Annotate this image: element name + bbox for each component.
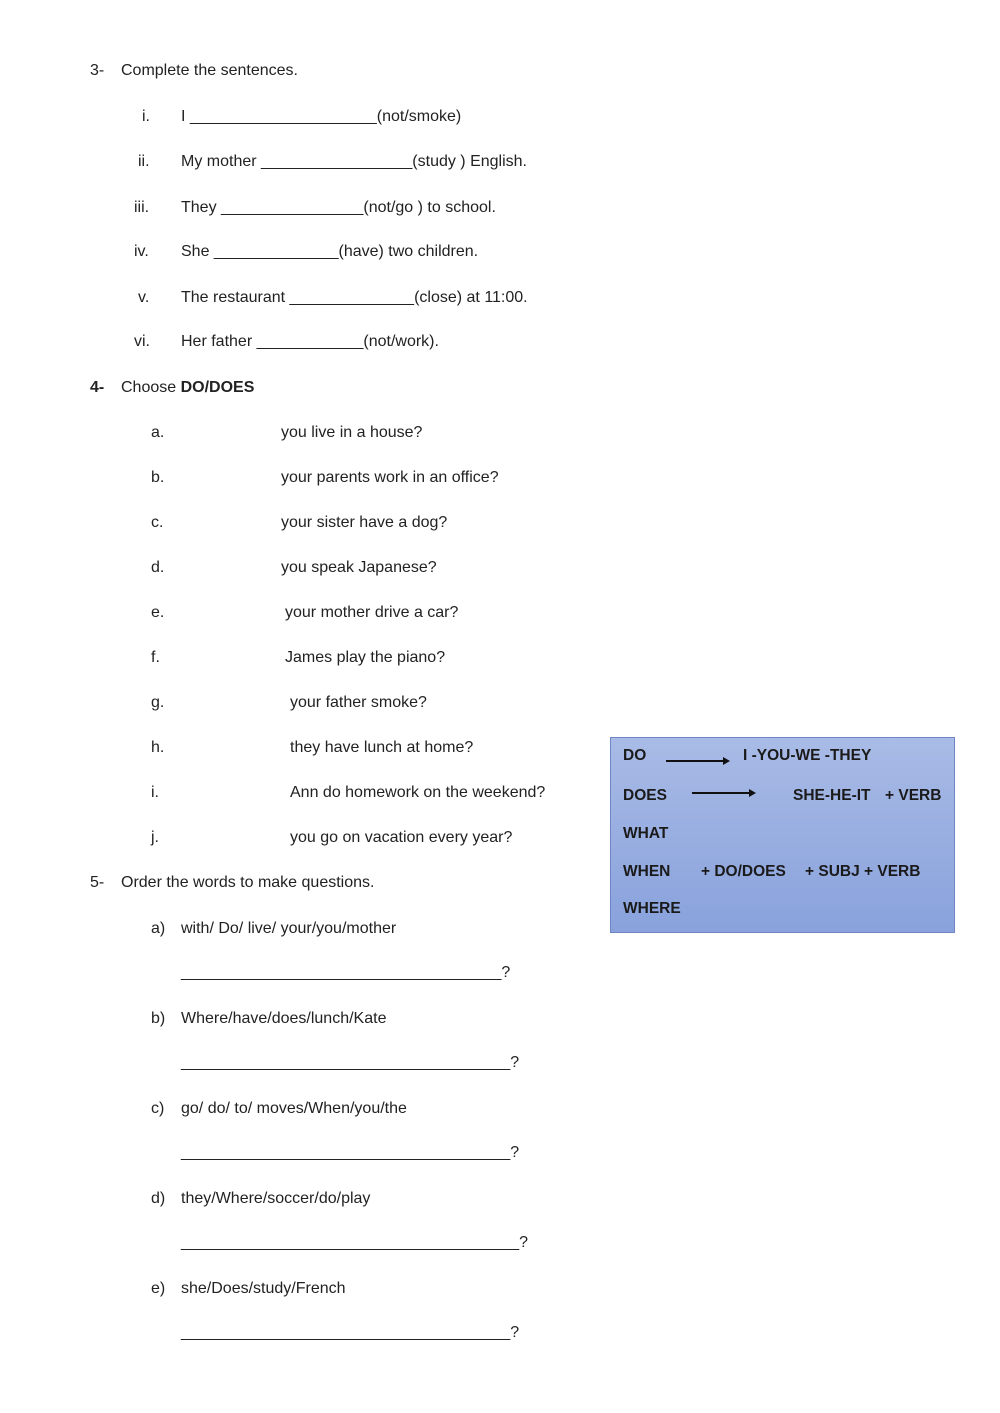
s4-item-text: James play the piano? xyxy=(285,649,446,666)
grammar-where: WHERE xyxy=(623,900,681,917)
s4-item-letter: d. xyxy=(151,559,165,576)
s4-item-text: you speak Japanese? xyxy=(281,559,437,576)
arrow-right-icon xyxy=(692,792,754,794)
grammar-box xyxy=(610,737,955,933)
grammar-when: WHEN xyxy=(623,863,671,880)
s3-item-num: iv. xyxy=(134,243,149,260)
grammar-does-subjects: SHE-HE-IT xyxy=(793,787,871,804)
grammar-subj: + SUBJ xyxy=(805,863,860,880)
s4-item-letter: e. xyxy=(151,604,165,621)
s4-item-letter: c. xyxy=(151,514,164,531)
s5-item-letter: b) xyxy=(151,1010,166,1027)
s5-item-words: Where/have/does/lunch/Kate xyxy=(181,1010,387,1027)
s5-item-letter: e) xyxy=(151,1280,166,1297)
section-4-title-bold: DO/DOES xyxy=(180,379,255,396)
s4-item-letter: b. xyxy=(151,469,165,486)
s3-item-num: i. xyxy=(142,108,150,125)
section-3-number: 3- xyxy=(90,62,105,79)
grammar-do: DO xyxy=(623,747,647,764)
s5-item-words: go/ do/ to/ moves/When/you/the xyxy=(181,1100,407,1117)
s5-answer-line[interactable]: ____________________________________? xyxy=(181,964,511,981)
s4-item-letter: f. xyxy=(151,649,160,666)
s4-item-letter: g. xyxy=(151,694,165,711)
s5-item-letter: c) xyxy=(151,1100,165,1117)
section-4-title-prefix: Choose xyxy=(121,379,181,396)
s5-item-words: with/ Do/ live/ your/you/mother xyxy=(181,920,397,937)
s3-item-text: She ______________(have) two children. xyxy=(181,243,479,260)
s5-item-words: she/Does/study/French xyxy=(181,1280,346,1297)
arrow-right-icon xyxy=(666,760,728,762)
s5-answer-line[interactable]: _____________________________________? xyxy=(181,1144,520,1161)
section-4-title xyxy=(121,379,254,397)
s3-item-text: Her father ____________(not/work). xyxy=(181,333,439,350)
section-5-number: 5- xyxy=(90,874,105,891)
s3-item-text: The restaurant ______________(close) at 11:00. xyxy=(181,289,528,306)
grammar-verb: + VERB xyxy=(864,863,921,880)
s5-answer-line[interactable]: ______________________________________? xyxy=(181,1234,529,1251)
s4-item-text: Ann do homework on the weekend? xyxy=(290,784,546,801)
section-4-number: 4- xyxy=(90,379,105,396)
grammar-plus-verb: + VERB xyxy=(885,787,942,804)
s3-item-text: I _____________________(not/smoke) xyxy=(181,108,462,125)
s4-item-text: your parents work in an office? xyxy=(281,469,499,486)
s4-item-letter: a. xyxy=(151,424,165,441)
s4-item-text: they have lunch at home? xyxy=(290,739,474,756)
s3-item-num: ii. xyxy=(138,153,150,170)
s5-item-words: they/Where/soccer/do/play xyxy=(181,1190,371,1207)
section-5-title: Order the words to make questions. xyxy=(121,874,375,891)
s5-item-letter: d) xyxy=(151,1190,166,1207)
s5-item-letter: a) xyxy=(151,920,166,937)
grammar-do-does: + DO/DOES xyxy=(701,863,786,880)
grammar-do-subjects: I -YOU-WE -THEY xyxy=(743,747,872,764)
s4-item-text: you go on vacation every year? xyxy=(290,829,513,846)
s4-item-letter: j. xyxy=(151,829,159,846)
grammar-what: WHAT xyxy=(623,825,669,842)
s5-answer-line[interactable]: _____________________________________? xyxy=(181,1324,520,1341)
s4-item-text: you live in a house? xyxy=(281,424,423,441)
s4-item-letter: h. xyxy=(151,739,165,756)
s3-item-text: My mother _________________(study ) English. xyxy=(181,153,527,170)
s5-answer-line[interactable]: _____________________________________? xyxy=(181,1054,520,1071)
s3-item-num: vi. xyxy=(134,333,150,350)
s4-item-letter: i. xyxy=(151,784,159,801)
s4-item-text: your mother drive a car? xyxy=(285,604,459,621)
s3-item-num: v. xyxy=(138,289,150,306)
grammar-does: DOES xyxy=(623,787,667,804)
s3-item-text: They ________________(not/go ) to school. xyxy=(181,199,496,216)
s3-item-num: iii. xyxy=(134,199,150,216)
section-3-title: Complete the sentences. xyxy=(121,62,298,79)
s4-item-text: your sister have a dog? xyxy=(281,514,448,531)
s4-item-text: your father smoke? xyxy=(290,694,427,711)
